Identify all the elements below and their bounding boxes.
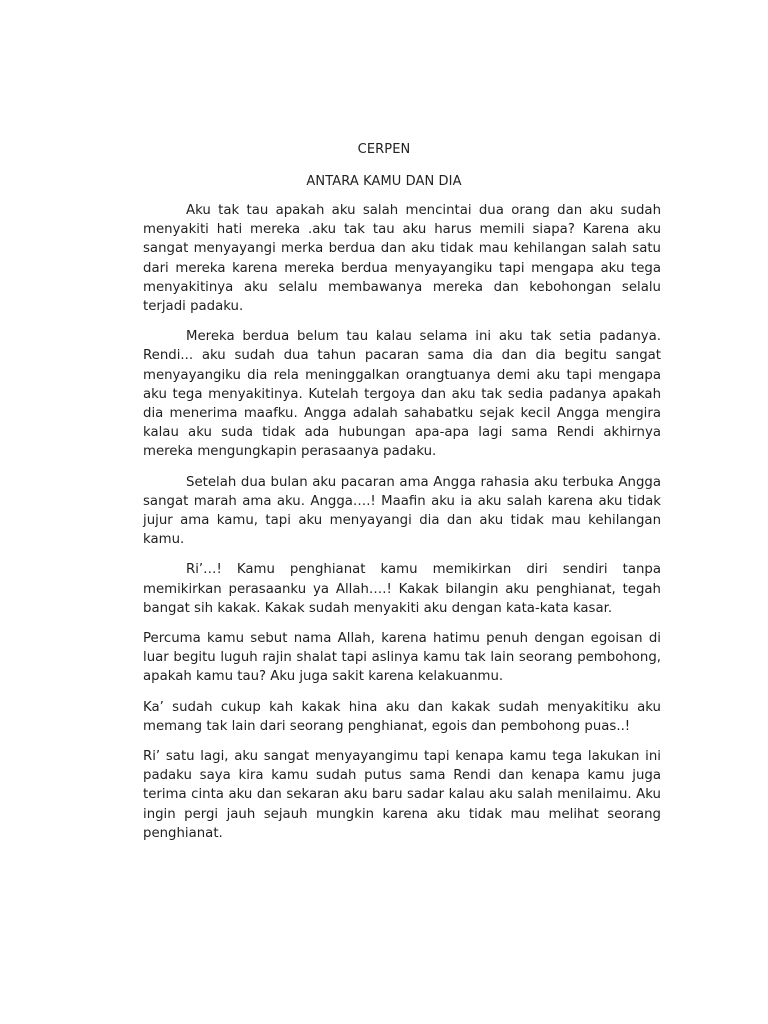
paragraph-5: Percuma kamu sebut nama Allah, karena hatimu penuh dengan egoisan di luar begitu luguh rajin shalat tapi aslinya kamu tak lain seorang pembohong, apakah kamu tau? Aku juga sakit karena kelakuanmu. <box>143 631 661 685</box>
paragraph-2: Mereka berdua belum tau kalau selama ini aku tak setia padanya. Rendi... aku sudah dua tahun pacaran sama dia dan dia begitu sangat menyayangiku dia rela meninggalkan orangtuanya demi aku tapi mengapa aku tega menyakitinya. Kutelah tergoya dan aku tak sedia padanya apakah dia menerima maafku. Angga adalah sahabatku sejak kecil Angga mengira kalau aku suda tidak ada hubungan apa-apa lagi sama Rendi akhirnya mereka mengungkapin perasaanya padaku. <box>143 329 661 460</box>
paragraph-7: Ri’ satu lagi, aku sangat menyayangimu tapi kenapa kamu tega lakukan ini padaku saya kira kamu sudah putus sama Rendi dan kenapa kamu juga terima cinta aku dan sekaran aku baru sadar kalau aku salah menilaimu. Aku ingin pergi jauh sejauh mungkin karena aku tidak mau melihat seorang penghianat. <box>143 749 661 841</box>
story-body <box>143 201 661 853</box>
document-label: CERPEN <box>357 142 411 157</box>
document-title: ANTARA KAMU DAN DIA <box>306 174 462 189</box>
paragraph-1: Aku tak tau apakah aku salah mencintai dua orang dan aku sudah menyakiti hati mereka .aku tak tau aku harus memili siapa? Karena aku sangat menyayangi merka berdua dan aku tidak mau kehilangan salah satu dari mereka karena mereka berdua menyayangiku tapi mengapa aku tega menyakitinya aku selalu membawanya mereka dan kebohongan selalu terjadi padaku. <box>143 203 661 315</box>
paragraph-6: Ka’ sudah cukup kah kakak hina aku dan kakak sudah menyakitiku aku memang tak lain dari seorang penghianat, egois dan pembohong puas..! <box>143 699 661 734</box>
paragraph-3: Setelah dua bulan aku pacaran ama Angga rahasia aku terbuka Angga sangat marah ama aku. Angga….! Maafin aku ia aku salah karena aku tidak jujur ama kamu, tapi aku menyayangi dia dan aku tidak mau kehilangan kamu. <box>143 474 661 548</box>
paragraph-4: Ri’…! Kamu penghianat kamu memikirkan diri sendiri tanpa memikirkan perasaanku ya Allah….! Kakak bilangin aku penghianat, tegah bangat sih kakak. Kakak sudah menyakiti aku dengan kata-kata kasar. <box>143 562 661 616</box>
